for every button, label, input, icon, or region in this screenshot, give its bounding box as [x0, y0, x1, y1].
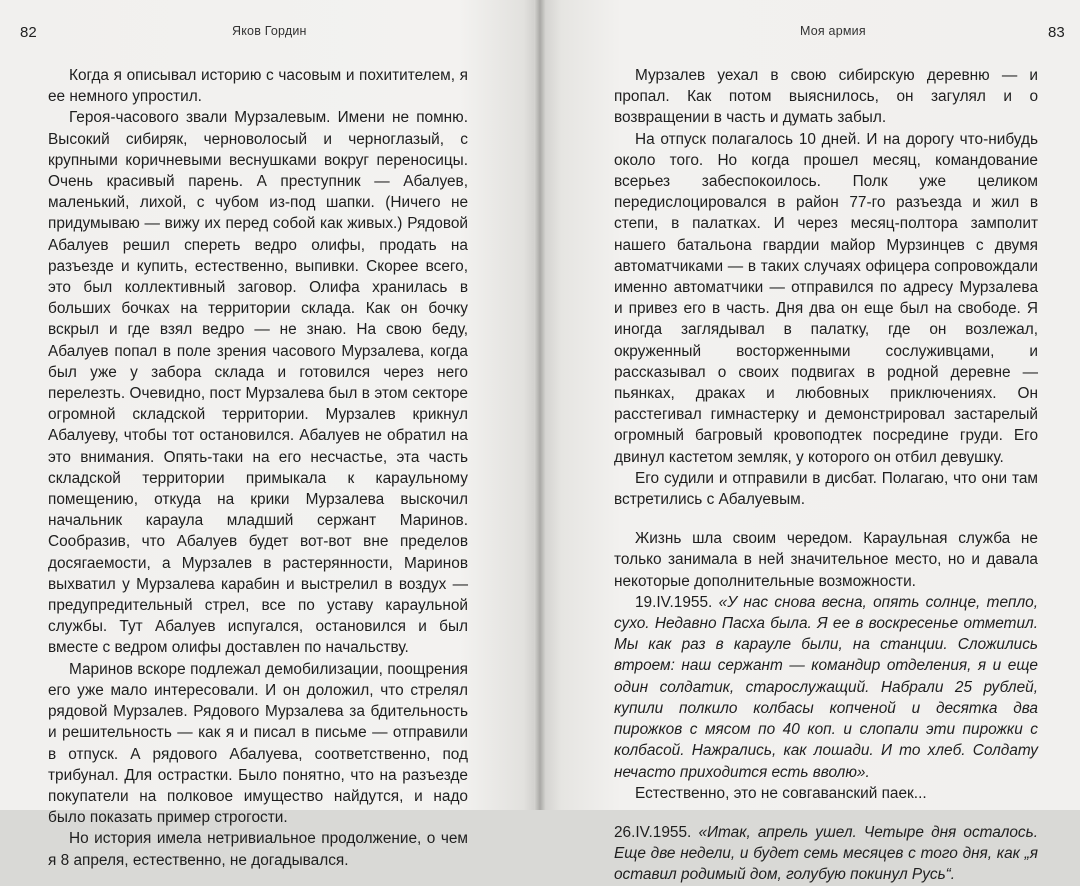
right-page-number: 83: [1048, 24, 1065, 41]
book-gutter: [534, 0, 546, 810]
diary-entry: [614, 822, 1038, 886]
diary-date: 26.IV.1955.: [614, 823, 692, 841]
diary-entry: [614, 592, 1038, 783]
left-running-head: Яков Гордин: [232, 24, 307, 38]
right-page-body: [614, 65, 1038, 886]
diary-quote: «Итак, апрель ушел. Четыре дня осталось. Еще две недели, и будет семь месяцев с того дня, как „я оставил родимый дом, голубую покинул Русь“.: [614, 823, 1038, 884]
right-page: [540, 0, 1080, 884]
left-page-body: [48, 65, 468, 871]
paragraph: Героя-часового звали Мурзалевым. Имени не помню. Высокий сибиряк, черноволосый и черноглазый, с крупными коричневыми веснушками вокруг переносицы. Очень красивый парень. А преступник — Абалуев, маленький, лихой, с чубом из-под шапки. (Ничего не придумываю — вижу их перед собой как живых.) Рядовой Абалуев решил спереть ведро олифы, продать на разъезде и купить, естественно, выпивки. Скорее всего, это был коллективный заговор. Олифа хранилась в больших бочках на территории склада. Как он бочку вскрыл и где взял ведро — не знаю. На свою беду, Абалуев попал в поле зрения часового Мурзалева, когда был уже у забора склада и готовился через него перелезть. Очевидно, пост Мурзалева был в этом секторе огромной складской территории. Мурзалев крикнул Абалуеву, чтобы тот остановился. Абалуев не обратил на это внимания. Опять-таки на его несчастье, эта часть складской территории примыкала к караульному помещению, откуда на крики Мурзалева выскочил начальник караула младший сержант Маринов. Сообразив, что Абалуев будет вот-вот вне пределов досягаемости, а Мурзалев в растерянности, Маринов выхватил у Мурзалева карабин и выстрелил в воздух — предупредительный стрел, все по уставу караульной службы. Тут Абалуев испугался, остановился и был вместе с ведром олифы доставлен по начальству.: [48, 109, 468, 657]
paragraph: Мурзалев уехал в свою сибирскую деревню — и пропал. Как потом выяснилось, он загулял и о возвращении в часть и думать забыл.: [614, 67, 1038, 127]
diary-quote: «У нас снова весна, опять солнце, тепло, сухо. Недавно Пасха была. Я ее в воскресенье отметил. Мы как раз в карауле были, на станции. Сложились втроем: наш сержант — командир отделения, я и еще один солдатик, старослужащий. Набрали 25 рублей, купили полкило колбасы копченой и десятка два пирожков с мясом по 40 коп. и слопали эти пирожки с колбасой. Нажрались, как лошади. И то хлеб. Солдату нечасто приходится есть вволю».: [614, 593, 1038, 781]
paragraph: Но история имела нетривиальное продолжение, о чем я 8 апреля, естественно, не догадывался.: [48, 830, 468, 869]
left-page: [0, 0, 540, 869]
paragraph: Жизнь шла своим чередом. Караульная служба не только занимала в ней значительное место, но и давала некоторые дополнительные возможности.: [614, 530, 1038, 590]
paragraph: Маринов вскоре подлежал демобилизации, поощрения его уже мало интересовали. И он доложил, что стрелял рядовой Мурзалев. Рядового Мурзалева за бдительность и решительность — как я и писал в письме — отправили в отпуск. А рядового Абалуева, соответственно, под трибунал. Для острастки. Было понятно, что на разъезде покупатели на полковое имущество найдутся, и надо было показать пример строгости.: [48, 660, 468, 827]
paragraph: Естественно, это не совгаванский паек...: [635, 784, 927, 802]
left-page-number: 82: [20, 24, 37, 41]
paragraph: На отпуск полагалось 10 дней. И на дорогу что-нибудь около того. Но когда прошел месяц, командование всерьез забеспокоилось. Полк уже целиком передислоцировался в район 77-го разъезда и жил в степи, в палатках. И через месяц-полтора замполит нашего батальона гвардии майор Мурзинцев с двумя автоматчиками — в таких случаях офицера сопровождали именно автоматчики — отправился по адресу Мурзалева и привез его в часть. Дня два он еще был на свободе. Я иногда заглядывал в палатку, где он возлежал, окруженный восторженными сослуживцами, и рассказывал о своих подвигах в родной деревне — пьянках, драках и любовных приключениях. Он расстегивал гимнастерку и демонстрировал застарелый огромный багровый кровоподтек посредине груди. Его двинул кастетом земляк, у которого он отбил девушку.: [614, 130, 1038, 466]
paragraph: Его судили и отправили в дисбат. Полагаю, что они там встретились с Абалуевым.: [614, 469, 1038, 509]
diary-date: 19.IV.1955.: [635, 593, 713, 611]
paragraph: Когда я описывал историю с часовым и похитителем, я ее немного упростил.: [48, 67, 468, 106]
right-running-head: Моя армия: [800, 24, 866, 38]
